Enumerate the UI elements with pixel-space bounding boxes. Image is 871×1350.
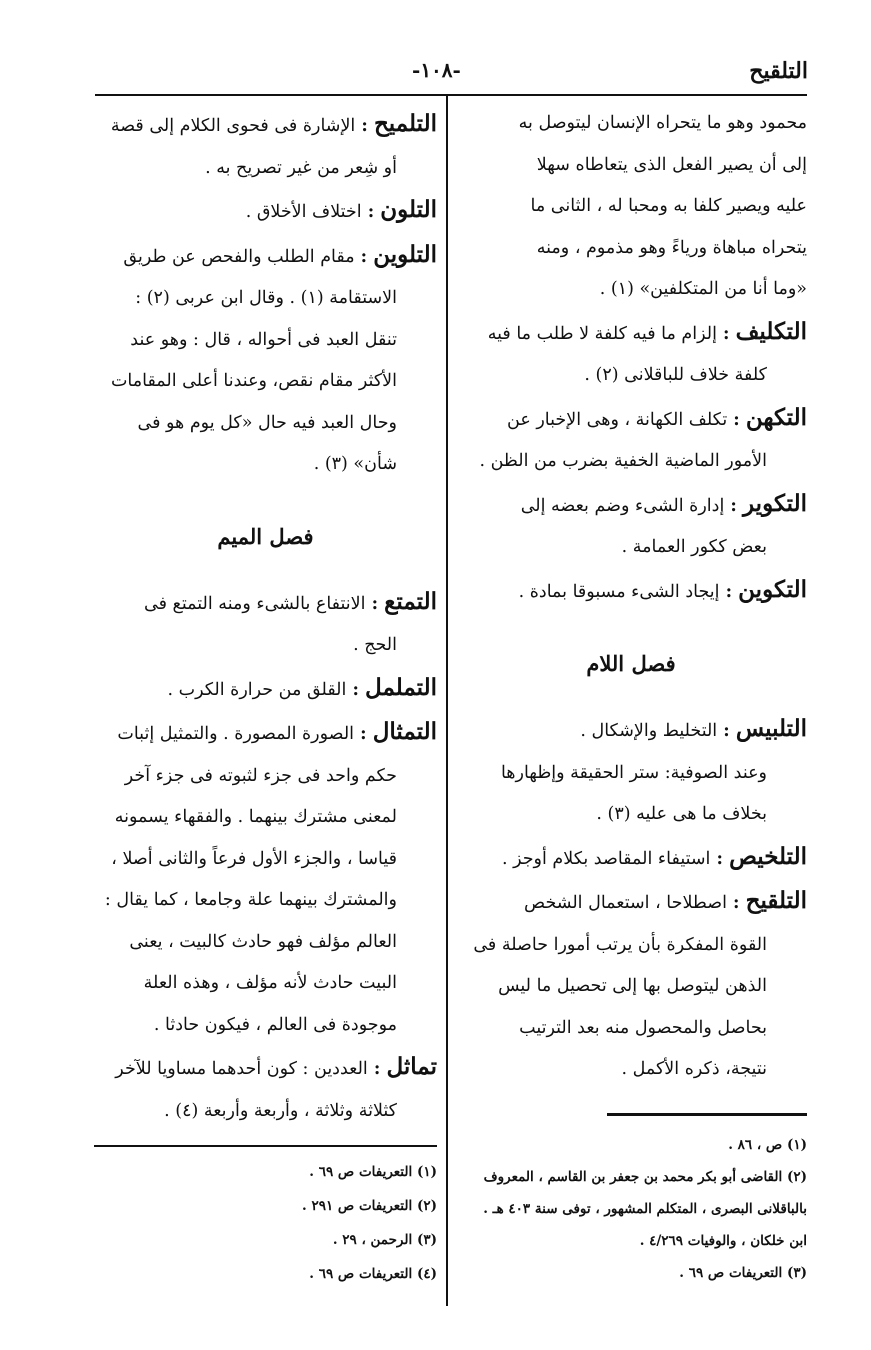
entry-continuation: الاستقامة (١) . وقال ابن عربى (٢) :	[135, 288, 397, 308]
entry-separator: :	[727, 409, 746, 430]
entry-first-line	[455, 836, 807, 881]
entry-list-kaf	[455, 311, 807, 614]
entry-first-line	[94, 667, 437, 712]
footnote: (١) ص ، ٨٦ .	[728, 1137, 807, 1153]
glossary-entry	[455, 483, 807, 569]
column-divider	[446, 96, 448, 1306]
entry-first-line	[455, 708, 807, 753]
entry-continuation: بخلاف ما هى عليه (٣) .	[596, 804, 767, 824]
entry-definition: اصطلاحا ، استعمال الشخص	[524, 893, 727, 913]
entry-first-line	[94, 581, 437, 626]
entry-continuation: أو شِعر من غير تصريح به .	[205, 157, 397, 178]
footnote: (٣) الرحمن ، ٢٩ .	[332, 1232, 437, 1248]
entry-term: التكهن	[745, 403, 807, 431]
entry-continuation: الأكثر مقام نقص، وعندنا أعلى المقامات	[110, 371, 397, 391]
text-line: يتحراه مباهاة ورياءً وهو مذموم ، ومنه	[536, 237, 807, 258]
entry-definition: العددين : كون أحدهما مساويا للآخر	[115, 1059, 368, 1079]
section-title-lam: فصل اللام	[586, 651, 676, 676]
entry-separator: :	[355, 116, 374, 136]
entry-term: تماثل	[386, 1053, 437, 1080]
glossary-entry	[94, 581, 437, 667]
entry-definition: إيجاد الشىء مسبوقا بمادة .	[518, 581, 720, 602]
entry-term: التململ	[365, 673, 437, 701]
entry-separator: :	[719, 581, 739, 602]
footnote-rule	[94, 1145, 437, 1147]
entry-continuation: العالم مؤلف فهو حادث كالبيت ، يعنى	[129, 931, 397, 952]
entry-separator: :	[367, 1059, 387, 1079]
entry-continuation: القوة المفكرة بأن يرتب أمورا حاصلة فى	[473, 934, 767, 955]
left-column	[94, 103, 437, 1132]
entry-term: التلوين	[373, 240, 437, 268]
glossary-entry	[94, 189, 437, 234]
glossary-entry	[94, 711, 437, 1046]
entry-term: التلبيس	[735, 715, 807, 742]
glossary-entry	[455, 836, 807, 881]
entry-continuation: نتيجة، ذكره الأكمل .	[621, 1059, 767, 1079]
entry-term: التكليف	[735, 317, 807, 345]
entry-continuation: الذهن ليتوصل بها إلى تحصيل ما ليس	[498, 976, 767, 996]
glossary-entry	[94, 103, 437, 189]
entry-separator: :	[361, 202, 381, 222]
intro-continuation	[455, 103, 807, 311]
entry-definition: اختلاف الأخلاق .	[245, 202, 362, 222]
glossary-entry	[455, 569, 807, 614]
footnote: (١) التعريفات ص ٦٩ .	[309, 1164, 437, 1180]
entry-first-line	[455, 397, 807, 442]
footnote: (٢) القاضى أبو بكر محمد بن جعفر بن القاسم ، المعروف	[483, 1169, 807, 1185]
entry-definition: القلق من حرارة الكرب .	[167, 679, 347, 700]
entry-term: التمثال	[372, 718, 437, 745]
running-head: التلقيح	[749, 58, 808, 84]
glossary-entry	[94, 667, 437, 712]
entry-first-line	[94, 234, 437, 279]
entry-continuation: قياسا ، والجزء الأول فرعاً والثانى أصلا ،	[111, 848, 397, 869]
entry-continuation: بعض ككور العمامة .	[621, 537, 767, 557]
footnote: بالباقلانى البصرى ، المتكلم المشهور ، توفى سنة ٤٠٣ هـ .	[483, 1201, 807, 1217]
entry-first-line	[94, 103, 437, 148]
entry-continuation: بحاصل والمحصول منه بعد الترتيب	[519, 1017, 767, 1038]
entry-definition: الصورة المصورة . والتمثيل إثبات	[117, 724, 355, 744]
entry-definition: إدارة الشىء وضم بعضه إلى	[520, 495, 725, 516]
entry-term: التلخيص	[729, 842, 807, 870]
entry-continuation: وحال العبد فيه حال «كل يوم هو فى	[137, 412, 397, 433]
entry-term: التكوير	[742, 489, 807, 517]
entry-continuation: حكم واحد فى جزء لثبوته فى جزء آخر	[124, 765, 397, 786]
entry-continuation: وعند الصوفية: ستر الحقيقة وإظهارها	[500, 762, 767, 783]
glossary-entry	[94, 234, 437, 486]
entry-continuation: الحج .	[353, 635, 397, 655]
text-line: إلى أن يصير الفعل الذى يتعاطاه سهلا	[536, 154, 807, 175]
footnote-list	[455, 1129, 807, 1289]
entry-definition: إلزام ما فيه كلفة لا طلب ما فيه	[487, 323, 717, 344]
entry-separator: :	[365, 593, 385, 614]
entry-term: التلقيح	[745, 887, 807, 914]
entry-separator: :	[354, 246, 374, 267]
section-title-mim: فصل الميم	[217, 523, 314, 549]
entry-definition: الانتفاع بالشىء ومنه التمتع فى	[144, 593, 366, 614]
entry-term: التكوين	[738, 575, 807, 603]
glossary-entry	[455, 880, 807, 1091]
entry-term: التمتع	[384, 587, 437, 615]
glossary-entry	[455, 708, 807, 836]
footnote-list	[94, 1155, 437, 1291]
footnote: ابن خلكان ، والوفيات ٤/٢٦٩ .	[639, 1233, 807, 1249]
entry-list-lam-continued	[94, 103, 437, 486]
entry-separator: :	[354, 724, 373, 744]
entry-first-line	[455, 483, 807, 528]
entry-separator: :	[716, 323, 736, 344]
entry-first-line	[455, 880, 807, 925]
entry-definition: استيفاء المقاصد بكلام أوجز .	[501, 848, 711, 869]
entry-continuation: الأمور الماضية الخفية بضرب من الظن .	[479, 451, 767, 471]
glossary-entry	[455, 397, 807, 483]
entry-continuation: لمعنى مشترك بينهما . والفقهاء يسمونه	[114, 807, 397, 827]
entry-separator: :	[710, 848, 730, 869]
text-line: «وما أنا من المتكلفين» (١) .	[599, 279, 807, 299]
entry-continuation: تنقل العبد فى أحواله ، قال : وهو عند	[130, 329, 397, 350]
entry-first-line	[94, 1046, 437, 1091]
entry-continuation: كثلاثة وثلاثة ، وأربعة وأربعة (٤) .	[164, 1100, 397, 1121]
footnote: (٣) التعريفات ص ٦٩ .	[679, 1265, 807, 1281]
entry-first-line	[455, 311, 807, 356]
glossary-entry	[455, 311, 807, 397]
entry-list-lam	[455, 708, 807, 1091]
footnote: (٤) التعريفات ص ٦٩ .	[309, 1266, 437, 1282]
page-header	[90, 58, 808, 92]
text-line: محمود وهو ما يتحراه الإنسان ليتوصل به	[518, 113, 807, 133]
entry-continuation: والمشترك بينهما علة وجامعا ، كما يقال :	[104, 890, 397, 910]
entry-definition: التخليط والإشكال .	[580, 721, 718, 741]
entry-continuation: شأن» (٣) .	[313, 454, 397, 474]
entry-definition: تكلف الكهانة ، وهى الإخبار عن	[507, 409, 728, 430]
entry-first-line	[94, 189, 437, 234]
header-rule	[95, 94, 807, 96]
page-number: -١٠٨-	[412, 58, 461, 82]
footnote-rule	[607, 1113, 807, 1116]
entry-separator: :	[726, 893, 746, 913]
entry-first-line	[94, 711, 437, 756]
entry-separator: :	[724, 495, 743, 516]
entry-separator: :	[717, 721, 736, 741]
entry-definition: الإشارة فى فحوى الكلام إلى قصة	[110, 116, 356, 136]
entry-separator: :	[346, 679, 366, 700]
footnote: (٢) التعريفات ص ٢٩١ .	[302, 1198, 437, 1214]
entry-definition: مقام الطلب والفحص عن طريق	[123, 246, 355, 267]
entry-term: التلون	[380, 196, 437, 223]
glossary-entry	[94, 1046, 437, 1132]
entry-continuation: البيت حادث لأنه مؤلف ، وهذه العلة	[143, 973, 397, 993]
entry-continuation: كلفة خلاف للباقلانى (٢) .	[584, 365, 767, 385]
entry-continuation: موجودة فى العالم ، فيكون حادثا .	[153, 1014, 397, 1035]
right-column	[455, 103, 807, 1091]
text-line: عليه ويصير كلفا به ومحبا له ، الثانى ما	[530, 196, 807, 216]
entry-term: التلميح	[373, 110, 437, 137]
entry-list-mim	[94, 581, 437, 1133]
entry-first-line	[455, 569, 807, 614]
